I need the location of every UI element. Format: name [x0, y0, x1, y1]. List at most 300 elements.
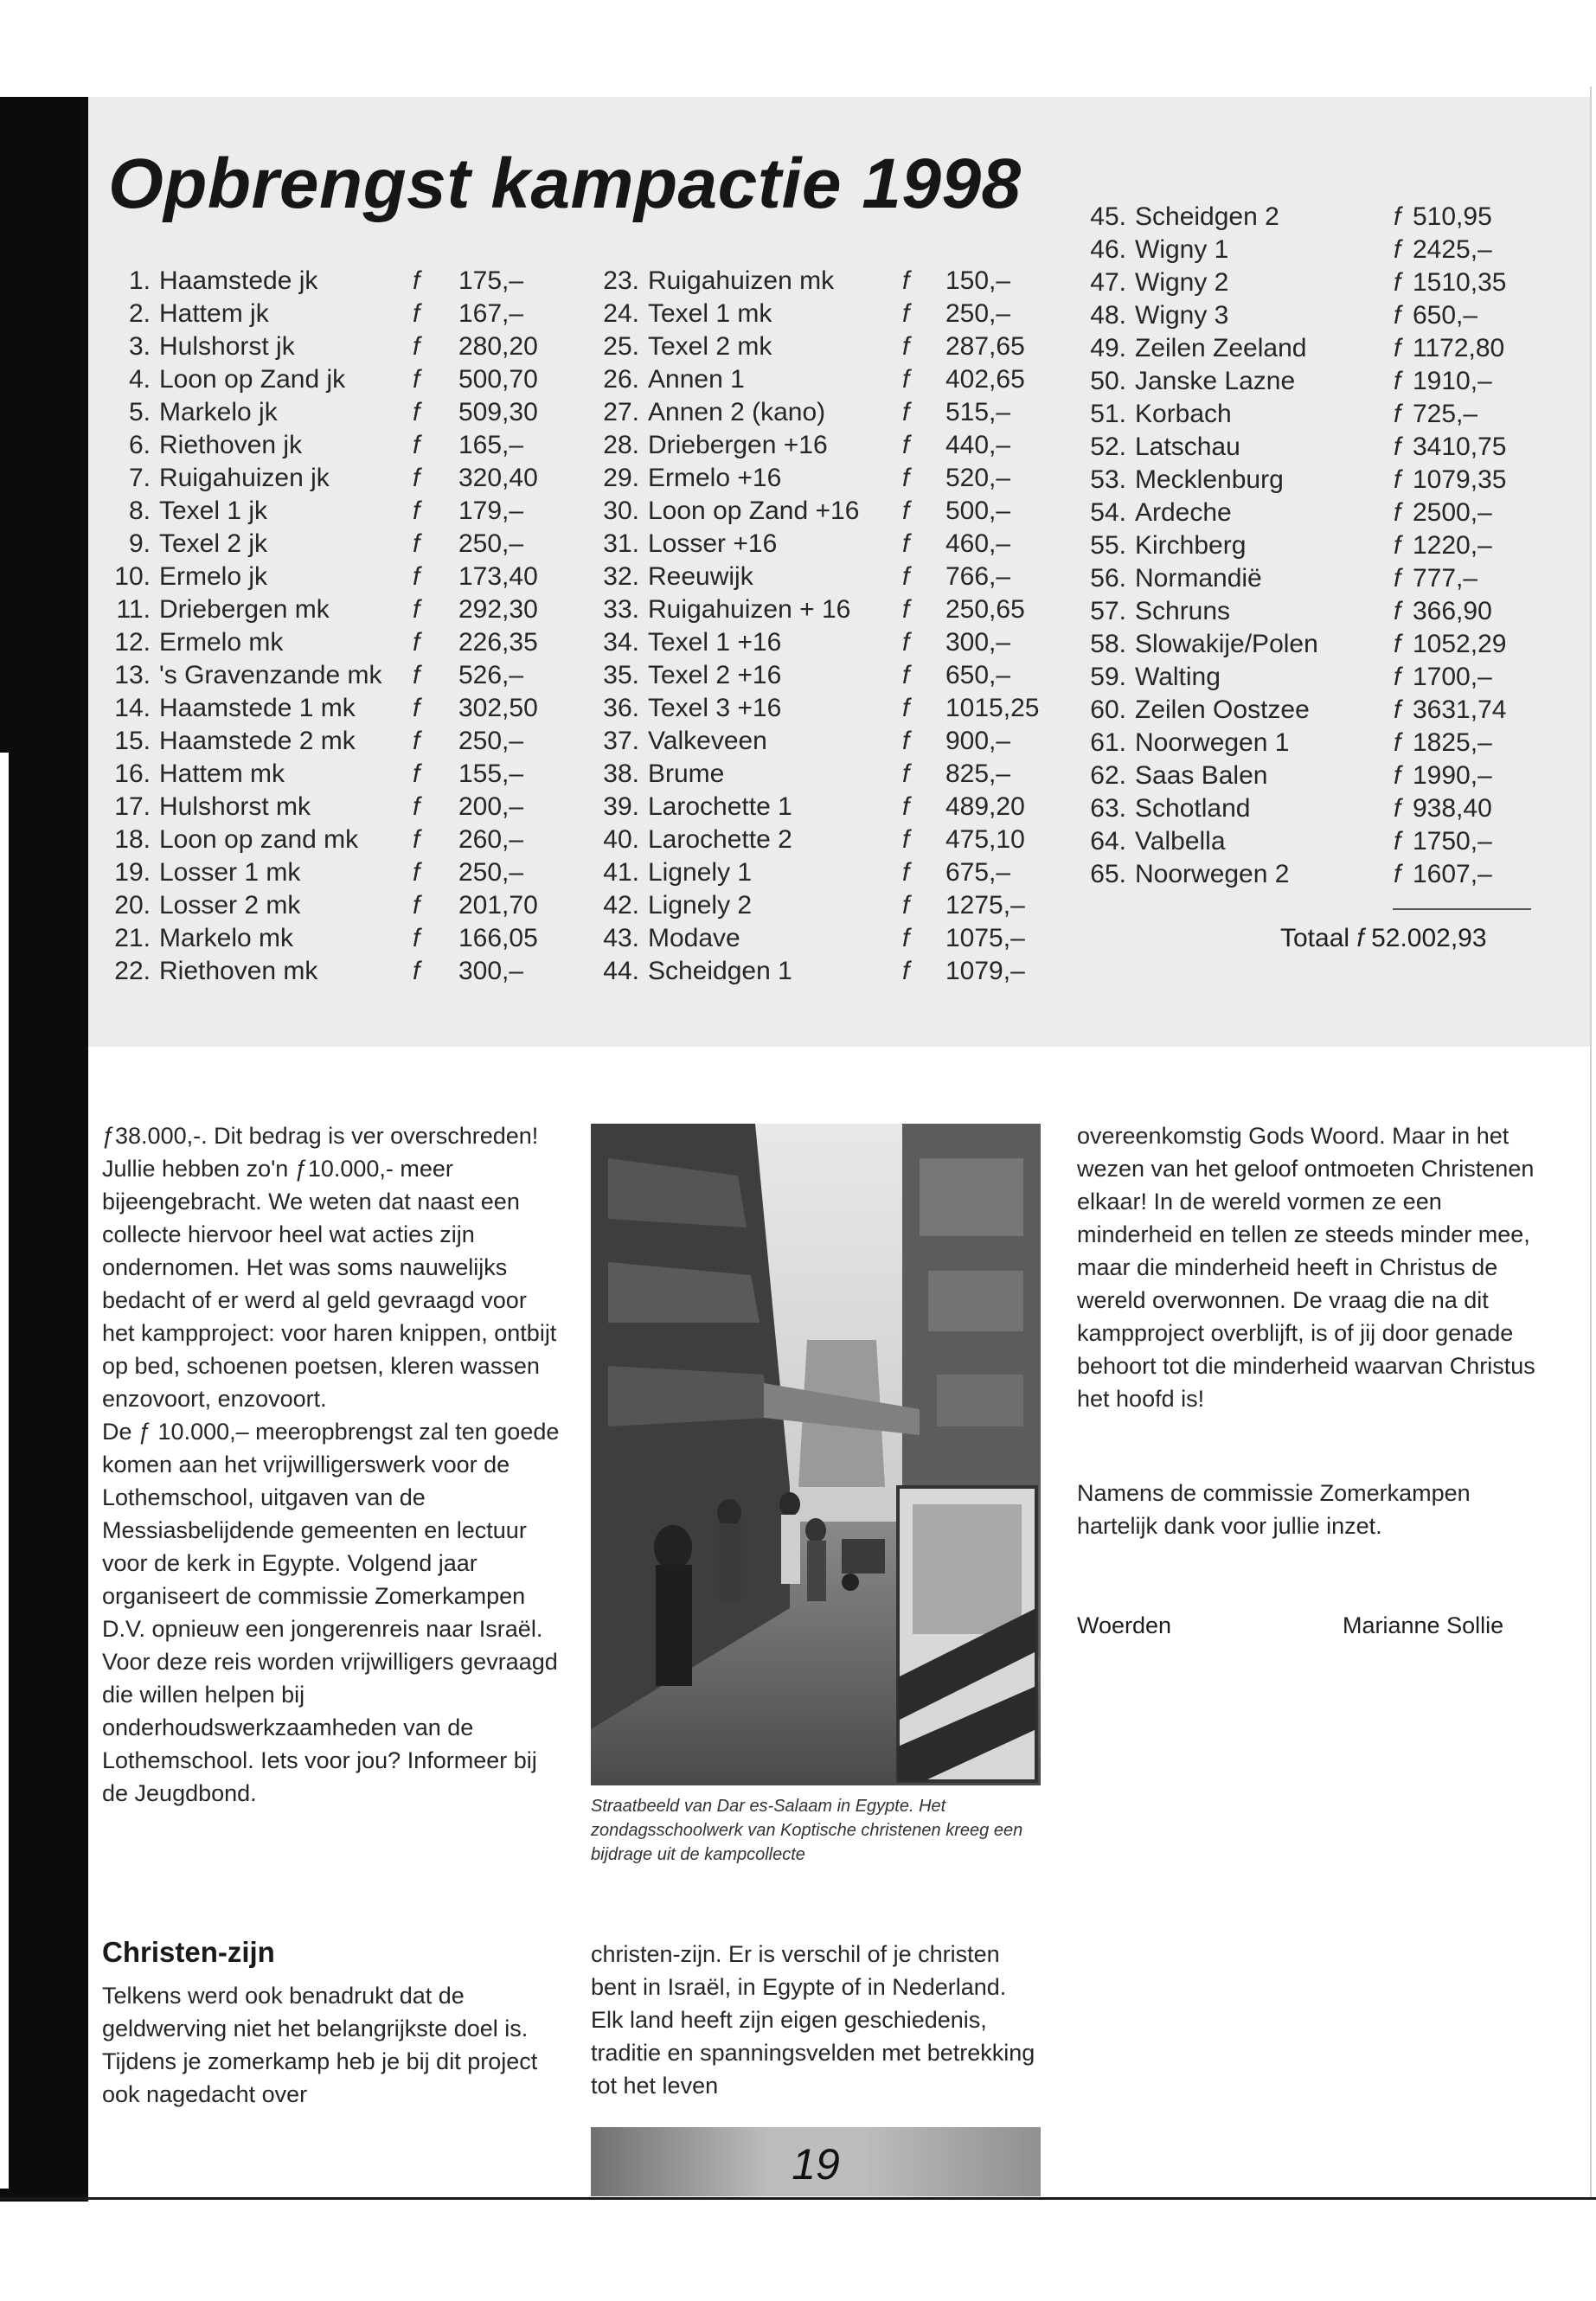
- result-place: Scheidgen 1: [648, 957, 792, 985]
- result-row: [593, 889, 1042, 922]
- result-amount: 520,–: [945, 464, 1011, 492]
- result-row: [593, 330, 1042, 363]
- result-place: Loon op zand mk: [159, 825, 359, 854]
- result-amount: 1052,29: [1413, 630, 1507, 658]
- result-row: [593, 692, 1042, 725]
- result-currency: f: [1394, 794, 1401, 823]
- result-row: [104, 955, 554, 988]
- result-amount: 1700,–: [1413, 663, 1492, 691]
- result-row: [1080, 760, 1529, 792]
- result-amount: 175,–: [458, 266, 524, 295]
- result-place: Korbach: [1135, 400, 1232, 428]
- result-row: [104, 363, 554, 396]
- result-number: 41.: [603, 858, 639, 887]
- street-photo-image: [591, 1124, 1041, 1785]
- result-place: Modave: [648, 924, 740, 952]
- result-number: 42.: [603, 891, 639, 920]
- result-row: [593, 955, 1042, 988]
- result-amount: 173,40: [458, 562, 538, 591]
- result-amount: 2425,–: [1413, 235, 1492, 264]
- result-amount: 1910,–: [1413, 367, 1492, 395]
- result-amount: 280,20: [458, 332, 538, 361]
- result-number: 19.: [114, 858, 151, 887]
- result-currency: f: [1394, 367, 1401, 395]
- total-amount: 52.002,93: [1371, 924, 1487, 952]
- result-row: [1080, 595, 1529, 628]
- result-row: [593, 363, 1042, 396]
- result-currency: f: [413, 628, 420, 657]
- result-amount: 500,–: [945, 497, 1011, 525]
- total-label: Totaal: [1280, 924, 1350, 952]
- result-amount: 155,–: [458, 760, 524, 788]
- result-amount: 1079,35: [1413, 465, 1507, 494]
- result-place: Haamstede 2 mk: [159, 727, 356, 755]
- result-place: Haamstede 1 mk: [159, 694, 356, 722]
- result-row: [593, 856, 1042, 889]
- result-place: Hattem mk: [159, 760, 285, 788]
- result-place: Wigny 1: [1135, 235, 1229, 264]
- result-place: 's Gravenzande mk: [159, 661, 382, 689]
- result-amount: 250,–: [458, 727, 524, 755]
- result-row: [593, 791, 1042, 824]
- left-edge-bar: [0, 97, 88, 2202]
- total-rule: [1393, 908, 1531, 910]
- result-row: [593, 824, 1042, 856]
- result-currency: f: [1394, 695, 1401, 724]
- result-number: 48.: [1090, 301, 1126, 330]
- result-number: 25.: [603, 332, 639, 361]
- result-amount: 320,40: [458, 464, 538, 492]
- result-currency: f: [413, 398, 420, 426]
- result-currency: f: [902, 299, 910, 328]
- result-number: 32.: [603, 562, 639, 591]
- result-number: 18.: [114, 825, 151, 854]
- result-place: Ardeche: [1135, 498, 1232, 527]
- result-currency: f: [413, 760, 420, 788]
- result-currency: f: [902, 497, 910, 525]
- result-currency: f: [413, 562, 420, 591]
- result-currency: f: [902, 562, 910, 591]
- result-place: Ruigahuizen jk: [159, 464, 330, 492]
- result-row: [1080, 562, 1529, 595]
- result-place: Hulshorst mk: [159, 792, 311, 821]
- result-place: Markelo mk: [159, 924, 294, 952]
- result-place: Wigny 2: [1135, 268, 1229, 297]
- right-edge-line: [1590, 87, 1592, 2197]
- result-amount: 250,–: [945, 299, 1011, 328]
- result-place: Schruns: [1135, 597, 1231, 625]
- result-row: [104, 922, 554, 955]
- result-currency: f: [1394, 433, 1401, 461]
- result-amount: 440,–: [945, 431, 1011, 459]
- result-number: 38.: [603, 760, 639, 788]
- result-currency: f: [413, 727, 420, 755]
- result-number: 33.: [603, 595, 639, 624]
- article-paragraph-2: Telkens werd ook benadrukt dat de geldwerving niet het belangrijkste doel is. Tijdens je zomerkamp heb je bij dit project ook nagedacht over: [102, 1983, 538, 2107]
- result-currency: f: [1394, 235, 1401, 264]
- result-place: Ermelo +16: [648, 464, 782, 492]
- result-amount: 3631,74: [1413, 695, 1507, 724]
- result-row: [104, 429, 554, 462]
- result-place: Markelo jk: [159, 398, 278, 426]
- result-number: 7.: [128, 464, 151, 492]
- result-number: 30.: [603, 497, 639, 525]
- result-number: 4.: [128, 365, 151, 394]
- result-place: Loon op Zand +16: [648, 497, 860, 525]
- result-place: Hattem jk: [159, 299, 269, 328]
- result-number: 64.: [1090, 827, 1126, 856]
- result-currency: f: [413, 595, 420, 624]
- result-row: [1080, 464, 1529, 497]
- result-place: Driebergen mk: [159, 595, 330, 624]
- result-number: 47.: [1090, 268, 1126, 297]
- result-currency: f: [1394, 597, 1401, 625]
- result-number: 23.: [603, 266, 639, 295]
- result-amount: 1275,–: [945, 891, 1025, 920]
- result-amount: 725,–: [1413, 400, 1478, 428]
- result-row: [104, 561, 554, 593]
- result-amount: 260,–: [458, 825, 524, 854]
- result-place: Schotland: [1135, 794, 1251, 823]
- result-currency: f: [413, 792, 420, 821]
- result-row: [104, 725, 554, 758]
- result-currency: f: [1394, 630, 1401, 658]
- result-amount: 1172,80: [1413, 334, 1505, 362]
- result-currency: f: [1394, 827, 1401, 856]
- result-number: 29.: [603, 464, 639, 492]
- result-row: [1080, 628, 1529, 661]
- result-currency: f: [902, 924, 910, 952]
- result-number: 2.: [128, 299, 151, 328]
- result-place: Texel 3 +16: [648, 694, 782, 722]
- result-row: [104, 692, 554, 725]
- result-currency: f: [902, 891, 910, 920]
- result-row: [104, 626, 554, 659]
- result-number: 24.: [603, 299, 639, 328]
- result-row: [1080, 234, 1529, 266]
- result-place: Texel 2 jk: [159, 529, 268, 558]
- result-row: [1080, 694, 1529, 727]
- result-place: Annen 1: [648, 365, 745, 394]
- result-currency: f: [902, 858, 910, 887]
- result-row: [104, 791, 554, 824]
- result-number: 59.: [1090, 663, 1126, 691]
- result-place: Texel 2 +16: [648, 661, 782, 689]
- result-row: [593, 725, 1042, 758]
- result-row: [104, 659, 554, 692]
- result-currency: f: [1394, 400, 1401, 428]
- result-amount: 292,30: [458, 595, 538, 624]
- result-currency: f: [413, 529, 420, 558]
- result-number: 14.: [114, 694, 151, 722]
- result-number: 53.: [1090, 465, 1126, 494]
- results-column-1: [104, 265, 554, 988]
- result-row: [593, 462, 1042, 495]
- result-row: [593, 659, 1042, 692]
- result-currency: f: [902, 957, 910, 985]
- result-row: [1080, 529, 1529, 562]
- result-currency: f: [1394, 301, 1401, 330]
- result-amount: 165,–: [458, 431, 524, 459]
- result-currency: f: [1394, 663, 1401, 691]
- result-amount: 166,05: [458, 924, 538, 952]
- result-place: Ermelo jk: [159, 562, 268, 591]
- result-amount: 300,–: [458, 957, 524, 985]
- article-paragraph-1: ƒ38.000,-. Dit bedrag is ver overschreden! Jullie hebben zo'n ƒ10.000,- meer bijeengebracht. We weten dat naast een collecte hiervoor heel wat acties zijn ondernomen. Het was soms nauwelijks bedacht of er werd al geld gevraagd voor het kampproject: voor haren knippen, ontbijt op bed, schoenen poetsen, kleren wassen enzovoort, enzovoort. De ƒ 10.000,– meeropbrengst zal ten goede komen aan het vrijwilligerswerk voor de Lothemschool, uitgaven van de Messiasbelijdende gemeenten en lectuur voor de kerk in Egypte. Volgend jaar organiseert de commissie Zomerkampen D.V. opnieuw een jongerenreis naar Israël. Voor deze reis worden vrijwilligers gevraagd die willen helpen bij onderhoudswerkzaamheden van de Lothemschool. Iets voor jou? Informeer bij de Jeugdbond.: [102, 1123, 560, 1806]
- result-currency: f: [1394, 531, 1401, 560]
- result-number: 37.: [603, 727, 639, 755]
- result-number: 28.: [603, 431, 639, 459]
- result-row: [104, 758, 554, 791]
- result-amount: 938,40: [1413, 794, 1492, 823]
- result-place: Texel 1 jk: [159, 497, 268, 525]
- result-currency: f: [1394, 498, 1401, 527]
- result-amount: 200,–: [458, 792, 524, 821]
- result-currency: f: [902, 661, 910, 689]
- result-currency: f: [1394, 268, 1401, 297]
- result-currency: f: [413, 825, 420, 854]
- result-place: Texel 1 +16: [648, 628, 782, 657]
- result-amount: 1607,–: [1413, 860, 1492, 888]
- result-row: [104, 330, 554, 363]
- result-currency: f: [1394, 761, 1401, 790]
- result-amount: 825,–: [945, 760, 1011, 788]
- result-amount: 650,–: [945, 661, 1011, 689]
- result-amount: 366,90: [1413, 597, 1492, 625]
- result-place: Normandië: [1135, 564, 1262, 593]
- result-amount: 515,–: [945, 398, 1011, 426]
- result-place: Ruigahuizen + 16: [648, 595, 851, 624]
- result-row: [104, 889, 554, 922]
- result-place: Zeilen Zeeland: [1135, 334, 1307, 362]
- result-row: [593, 265, 1042, 298]
- result-amount: 675,–: [945, 858, 1011, 887]
- result-place: Zeilen Oostzee: [1135, 695, 1310, 724]
- result-row: [1080, 299, 1529, 332]
- result-currency: f: [1394, 860, 1401, 888]
- result-row: [593, 758, 1042, 791]
- result-place: Ruigahuizen mk: [648, 266, 835, 295]
- result-number: 34.: [603, 628, 639, 657]
- result-number: 11.: [116, 595, 151, 624]
- total-currency: f: [1356, 924, 1364, 952]
- result-currency: f: [902, 628, 910, 657]
- result-place: Lignely 1: [648, 858, 753, 887]
- result-amount: 526,–: [458, 661, 524, 689]
- result-number: 61.: [1090, 728, 1126, 757]
- result-place: Annen 2 (kano): [648, 398, 826, 426]
- result-place: Lignely 2: [648, 891, 753, 920]
- result-row: [1080, 858, 1529, 891]
- result-currency: f: [1394, 202, 1401, 231]
- result-row: [1080, 266, 1529, 299]
- photo-caption: Straatbeeld van Dar es-Salaam in Egypte. Het zondagsschoolwerk van Koptische christenen kreeg een bijdrage uit de kampcollecte: [591, 1797, 1023, 1864]
- result-row: [1080, 398, 1529, 431]
- result-row: [1080, 431, 1529, 464]
- result-currency: f: [413, 464, 420, 492]
- result-amount: 766,–: [945, 562, 1011, 591]
- article-paragraph-4: overeenkomstig Gods Woord. Maar in het wezen van het geloof ontmoeten Christenen elkaar! In de wereld vormen ze een minderheid en tellen ze steeds minder mee, maar die minderheid heeft in Christus de wereld overwonnen. De vraag die na dit kampproject overblijft, is of jij door genade behoort tot die minderheid waarvan Christus het hoofd is!: [1077, 1123, 1535, 1412]
- result-number: 58.: [1090, 630, 1126, 658]
- result-place: Larochette 1: [648, 792, 792, 821]
- result-row: [1080, 201, 1529, 234]
- result-currency: f: [413, 694, 420, 722]
- result-currency: f: [902, 792, 910, 821]
- result-row: [593, 626, 1042, 659]
- result-number: 63.: [1090, 794, 1126, 823]
- result-currency: f: [1394, 728, 1401, 757]
- result-currency: f: [902, 332, 910, 361]
- result-number: 54.: [1090, 498, 1126, 527]
- result-currency: f: [413, 661, 420, 689]
- result-number: 40.: [603, 825, 639, 854]
- result-place: Mecklenburg: [1135, 465, 1284, 494]
- result-place: Losser +16: [648, 529, 778, 558]
- result-place: Riethoven mk: [159, 957, 318, 985]
- result-number: 43.: [603, 924, 639, 952]
- result-number: 35.: [603, 661, 639, 689]
- result-place: Scheidgen 2: [1135, 202, 1279, 231]
- result-place: Kirchberg: [1135, 531, 1247, 560]
- result-currency: f: [413, 858, 420, 887]
- result-number: 13.: [114, 661, 151, 689]
- result-row: [104, 593, 554, 626]
- result-number: 6.: [128, 431, 151, 459]
- result-number: 62.: [1090, 761, 1126, 790]
- result-place: Texel 1 mk: [648, 299, 772, 328]
- result-place: Loon op Zand jk: [159, 365, 346, 394]
- result-amount: 1990,–: [1413, 761, 1492, 790]
- result-amount: 509,30: [458, 398, 538, 426]
- result-amount: 1015,25: [945, 694, 1040, 722]
- result-amount: 402,65: [945, 365, 1025, 394]
- result-number: 10.: [114, 562, 151, 591]
- result-place: Saas Balen: [1135, 761, 1268, 790]
- result-currency: f: [902, 529, 910, 558]
- result-number: 50.: [1090, 367, 1126, 395]
- result-number: 3.: [128, 332, 151, 361]
- result-place: Texel 2 mk: [648, 332, 772, 361]
- result-row: [1080, 825, 1529, 858]
- result-amount: 226,35: [458, 628, 538, 657]
- result-row: [593, 429, 1042, 462]
- result-currency: f: [902, 398, 910, 426]
- signature-place: Woerden: [1077, 1612, 1172, 1638]
- result-amount: 2500,–: [1413, 498, 1492, 527]
- result-currency: f: [902, 825, 910, 854]
- result-place: Janske Lazne: [1135, 367, 1296, 395]
- result-number: 55.: [1090, 531, 1126, 560]
- result-number: 31.: [603, 529, 639, 558]
- result-row: [104, 265, 554, 298]
- result-number: 17.: [114, 792, 151, 821]
- result-currency: f: [1394, 465, 1401, 494]
- result-amount: 1750,–: [1413, 827, 1492, 856]
- result-number: 16.: [114, 760, 151, 788]
- result-amount: 1510,35: [1413, 268, 1507, 297]
- result-number: 65.: [1090, 860, 1126, 888]
- result-number: 51.: [1090, 400, 1126, 428]
- result-place: Brume: [648, 760, 725, 788]
- article-paragraph-5: Namens de commissie Zomerkampen hartelijk dank voor jullie inzet.: [1077, 1480, 1471, 1539]
- result-currency: f: [413, 924, 420, 952]
- result-place: Ermelo mk: [159, 628, 284, 657]
- result-amount: 777,–: [1413, 564, 1478, 593]
- section-heading: Christen-zijn: [102, 1936, 275, 1968]
- result-number: 60.: [1090, 695, 1126, 724]
- result-amount: 302,50: [458, 694, 538, 722]
- result-amount: 1075,–: [945, 924, 1025, 952]
- result-place: Walting: [1135, 663, 1221, 691]
- result-number: 45.: [1090, 202, 1126, 231]
- result-number: 57.: [1090, 597, 1126, 625]
- result-row: [104, 462, 554, 495]
- result-number: 8.: [128, 497, 151, 525]
- result-amount: 250,–: [458, 529, 524, 558]
- result-number: 20.: [114, 891, 151, 920]
- result-currency: f: [902, 694, 910, 722]
- result-number: 27.: [603, 398, 639, 426]
- result-amount: 250,–: [458, 858, 524, 887]
- result-place: Valkeveen: [648, 727, 767, 755]
- result-number: 26.: [603, 365, 639, 394]
- result-row: [1080, 497, 1529, 529]
- results-column-3: [1080, 201, 1529, 891]
- result-amount: 489,20: [945, 792, 1025, 821]
- result-amount: 250,65: [945, 595, 1025, 624]
- result-number: 5.: [128, 398, 151, 426]
- result-currency: f: [902, 595, 910, 624]
- result-amount: 1220,–: [1413, 531, 1492, 560]
- result-row: [104, 856, 554, 889]
- bottom-rule: [0, 2197, 1596, 2200]
- result-currency: f: [1394, 334, 1401, 362]
- result-row: [104, 495, 554, 528]
- result-amount: 1079,–: [945, 957, 1025, 985]
- result-place: Driebergen +16: [648, 431, 828, 459]
- result-amount: 500,70: [458, 365, 538, 394]
- result-place: Hulshorst jk: [159, 332, 295, 361]
- result-number: 15.: [114, 727, 151, 755]
- result-amount: 460,–: [945, 529, 1011, 558]
- result-place: Wigny 3: [1135, 301, 1229, 330]
- result-place: Noorwegen 2: [1135, 860, 1290, 888]
- result-amount: 650,–: [1413, 301, 1478, 330]
- result-currency: f: [413, 431, 420, 459]
- result-row: [593, 528, 1042, 561]
- result-place: Latschau: [1135, 433, 1240, 461]
- result-amount: 510,95: [1413, 202, 1492, 231]
- result-place: Valbella: [1135, 827, 1226, 856]
- result-row: [104, 528, 554, 561]
- result-currency: f: [413, 332, 420, 361]
- result-place: Larochette 2: [648, 825, 792, 854]
- result-amount: 300,–: [945, 628, 1011, 657]
- result-number: 12.: [114, 628, 151, 657]
- result-row: [593, 922, 1042, 955]
- result-number: 44.: [603, 957, 639, 985]
- result-place: Slowakije/Polen: [1135, 630, 1318, 658]
- page-number-bar: [591, 2127, 1041, 2196]
- result-row: [104, 824, 554, 856]
- result-row: [593, 561, 1042, 593]
- result-number: 46.: [1090, 235, 1126, 264]
- signature-name: Marianne Sollie: [1343, 1612, 1504, 1638]
- page-number: 19: [792, 2140, 840, 2189]
- result-amount: 150,–: [945, 266, 1011, 295]
- result-currency: f: [902, 365, 910, 394]
- result-row: [1080, 792, 1529, 825]
